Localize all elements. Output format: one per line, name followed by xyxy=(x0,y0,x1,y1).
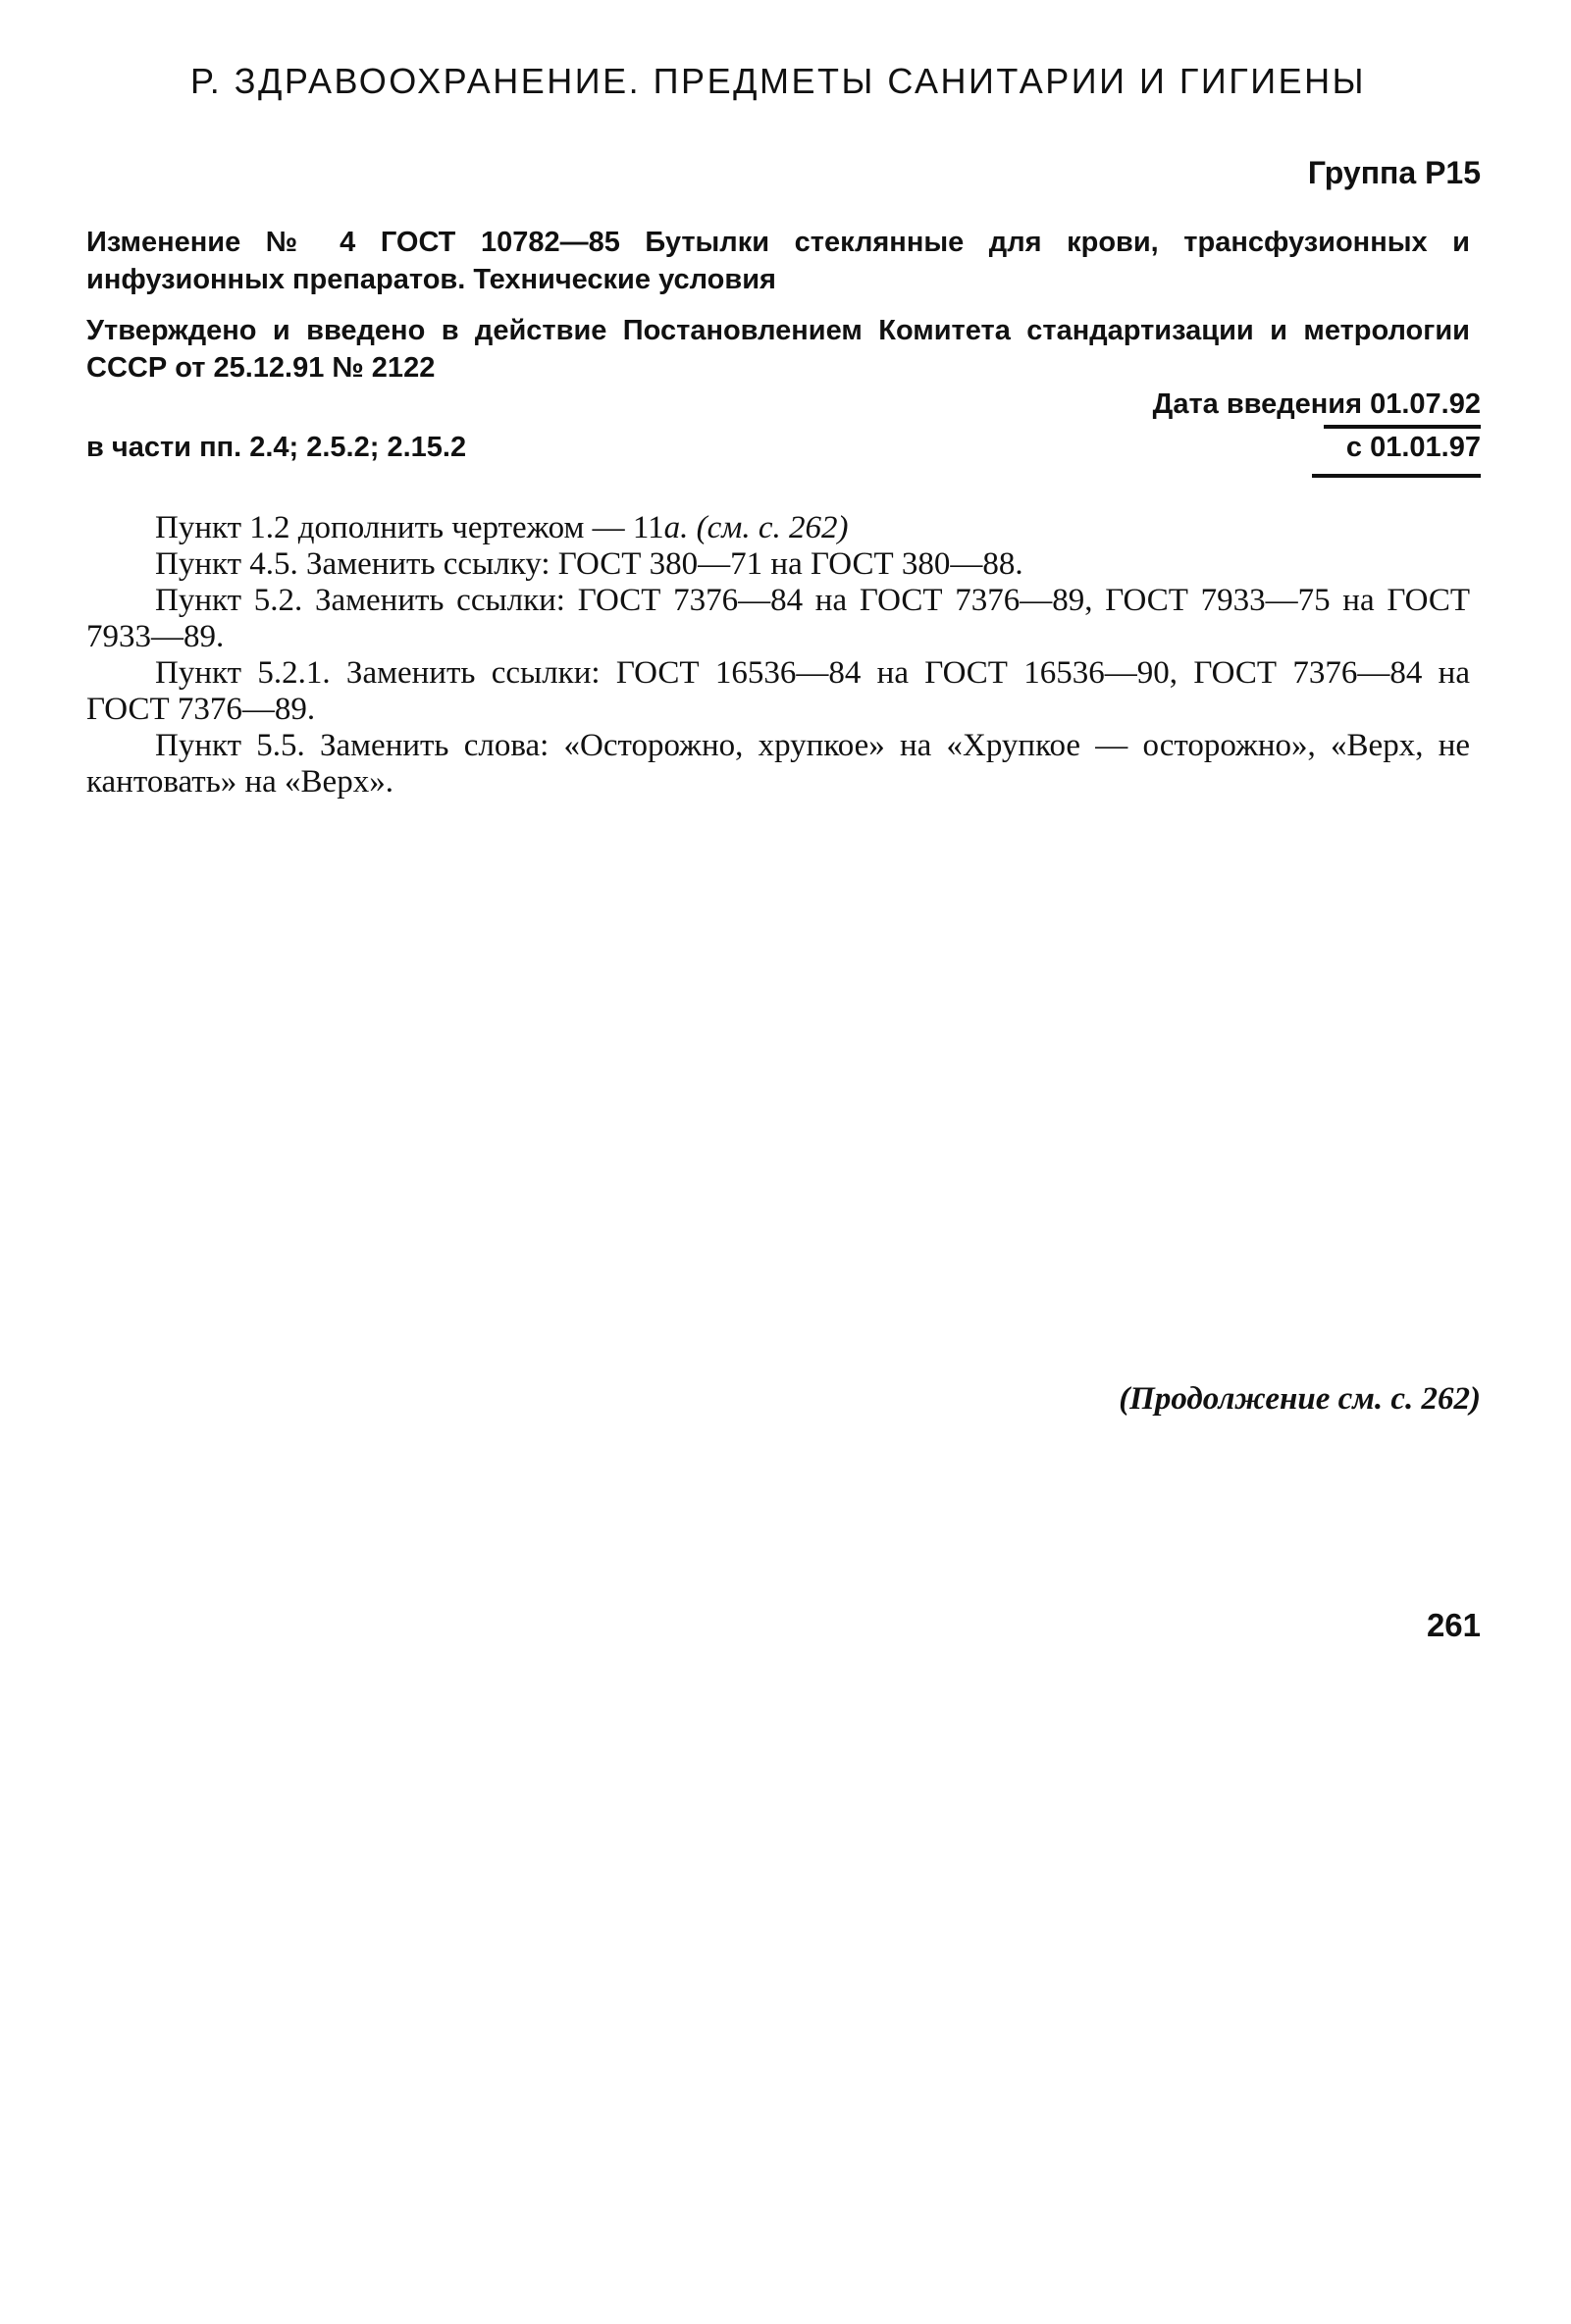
page-number: 261 xyxy=(1426,1607,1481,1643)
date-underline xyxy=(1324,425,1481,429)
effective-date-label: Дата введения xyxy=(1152,388,1363,420)
item-text-italic: а. (см. с. 262) xyxy=(663,510,849,545)
amendment-title: Изменение № 4 ГОСТ 10782—85 Бутылки стеклянные для крови, трансфузионных и инфузионных препаратов. Технические условия xyxy=(86,227,1470,295)
effective-date-value: 01.07.92 xyxy=(1370,388,1481,420)
amendment-item: Пункт 5.2.1. Заменить ссылки: ГОСТ 16536—84 на ГОСТ 16536—90, ГОСТ 7376—84 на ГОСТ 7376—89. xyxy=(86,655,1470,727)
approval-statement: Утверждено и введено в действие Постановлением Комитета стандартизации и метрологии СССР от 25.12.91 № 2122 xyxy=(86,315,1470,384)
parts-date-prefix: с xyxy=(1345,432,1363,463)
page-header-title: Р. ЗДРАВООХРАНЕНИЕ. ПРЕДМЕТЫ САНИТАРИИ И ГИГИЕНЫ xyxy=(190,61,1366,101)
continuation-note: (Продолжение см. с. 262) xyxy=(1119,1381,1481,1417)
group-label: Группа Р15 xyxy=(1307,155,1481,190)
effective-date-row xyxy=(1153,388,1481,421)
amendment-item: Пункт 5.2. Заменить ссылки: ГОСТ 7376—84 на ГОСТ 7376—89, ГОСТ 7933—75 на ГОСТ 7933—89. xyxy=(86,583,1470,654)
amendment-items xyxy=(86,510,1470,800)
amendment-item xyxy=(86,510,1470,546)
amendment-item: Пункт 5.5. Заменить слова: «Осторожно, хрупкое» на «Хрупкое — осторожно», «Верх, не кантовать» на «Верх». xyxy=(86,728,1470,800)
parts-date-value: 01.01.97 xyxy=(1370,432,1481,463)
parts-date-row xyxy=(1346,432,1481,464)
parts-label: в части пп. 2.4; 2.5.2; 2.15.2 xyxy=(86,432,467,463)
parts-date-underline xyxy=(1312,474,1481,478)
item-text: Пункт 1.2 дополнить чертежом — 11 xyxy=(155,510,664,545)
amendment-item: Пункт 4.5. Заменить ссылку: ГОСТ 380—71 на ГОСТ 380—88. xyxy=(155,546,1023,582)
